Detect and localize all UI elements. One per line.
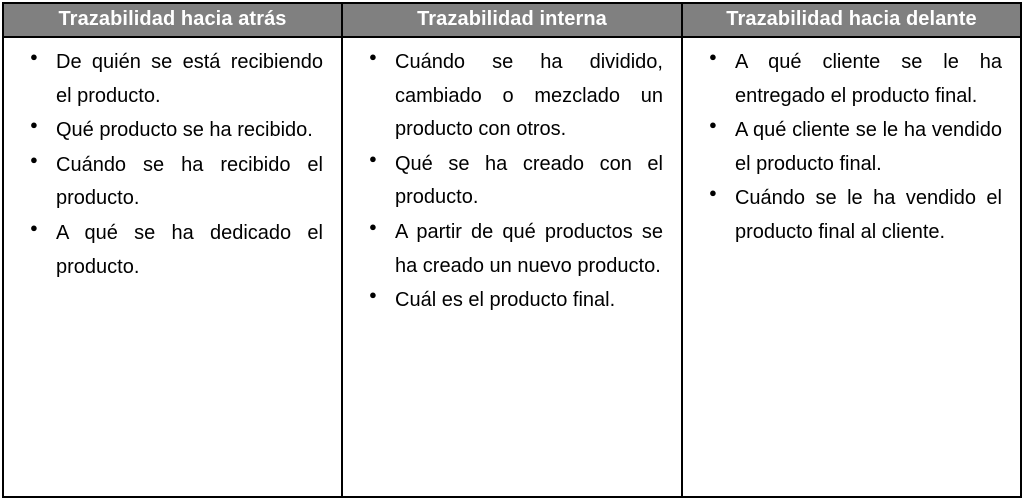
cell-forward-traceability xyxy=(682,37,1021,497)
list-forward-traceability xyxy=(697,46,1006,250)
list-item: ● A partir de qué productos se ha creado un nuevo producto. xyxy=(395,216,663,283)
list-item: ● A qué se ha dedicado el producto. xyxy=(56,217,323,284)
column-header-internal: Trazabilidad interna xyxy=(342,3,682,37)
table-header xyxy=(3,3,1021,37)
column-header-backward: Trazabilidad hacia atrás xyxy=(3,3,342,37)
list-internal-traceability xyxy=(357,46,667,318)
traceability-table xyxy=(2,2,1022,498)
list-item: ● Cuándo se ha dividido, cambiado o mezclado un producto con otros. xyxy=(395,46,663,147)
list-item: ● Cuándo se ha recibido el producto. xyxy=(56,149,323,216)
list-item: ● De quién se está recibiendo el producto. xyxy=(56,46,323,113)
cell-backward-traceability xyxy=(3,37,342,497)
table-header-row xyxy=(3,3,1021,37)
list-backward-traceability xyxy=(18,46,327,284)
list-item: ● Cuándo se le ha vendido el producto final al cliente. xyxy=(735,182,1002,249)
cell-internal-traceability xyxy=(342,37,682,497)
traceability-table-container xyxy=(0,2,1024,491)
list-item: ● Qué se ha creado con el producto. xyxy=(395,148,663,215)
list-item: ● A qué cliente se le ha vendido el producto final. xyxy=(735,114,1002,181)
table-body xyxy=(3,37,1021,497)
list-item: ● A qué cliente se le ha entregado el producto final. xyxy=(735,46,1002,113)
column-header-forward: Trazabilidad hacia delante xyxy=(682,3,1021,37)
table-row xyxy=(3,37,1021,497)
list-item: ● Qué producto se ha recibido. xyxy=(56,114,323,148)
list-item: ● Cuál es el producto final. xyxy=(395,284,663,318)
